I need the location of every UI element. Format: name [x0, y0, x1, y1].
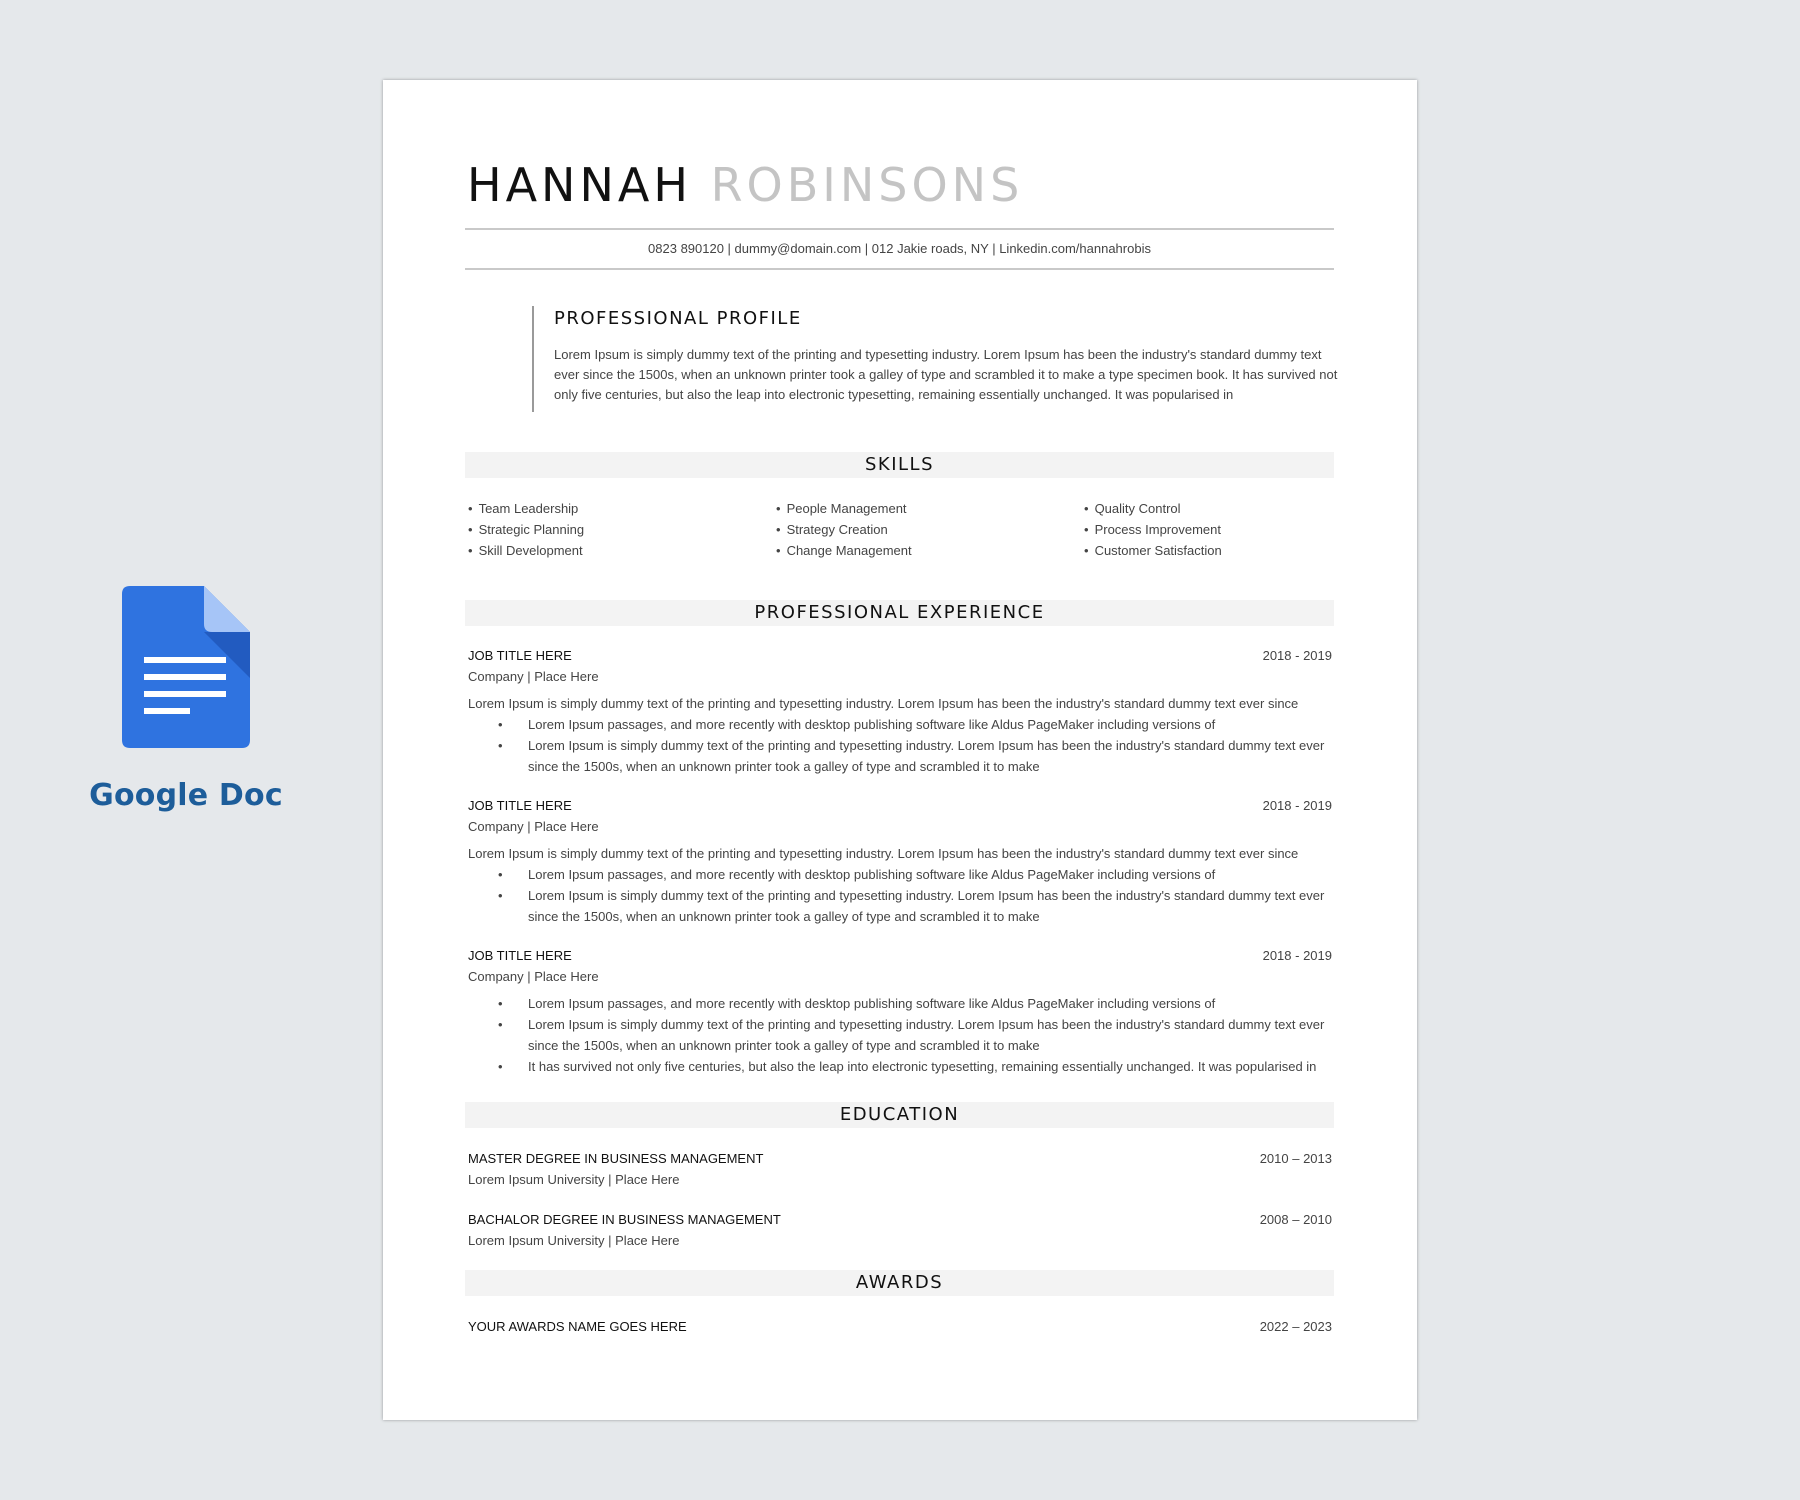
degree-title: BACHALOR DEGREE IN BUSINESS MANAGEMENT: [468, 1212, 781, 1227]
job-title: JOB TITLE HERE: [468, 798, 572, 813]
job-bullet: • Lorem Ipsum is simply dummy text of the printing and typesetting industry. Lorem Ipsum has been the industry's standard dummy text ever since the 1500s, when an unknown printer took a galley of type and scrambled it to make: [528, 735, 1328, 777]
skill-item: • Strategic Planning: [468, 519, 768, 540]
resume-page: [383, 80, 1417, 1420]
job-bullets: [528, 993, 1328, 1077]
profile-text: Lorem Ipsum is simply dummy text of the printing and typesetting industry. Lorem Ipsum has been the industry's standard dummy text ever since the 1500s, when an unknown printer took a galley of type and scrambled it to make a type specimen book. It has survived not only five centuries, but also the leap into electronic typesetting, remaining essentially unchanged. It was popularised in: [554, 347, 1338, 402]
degree-school: Lorem Ipsum University | Place Here: [468, 1233, 680, 1248]
skill-item: • Process Improvement: [1084, 519, 1384, 540]
google-docs-icon: [122, 586, 250, 748]
professional-profile: [532, 306, 1344, 412]
job-date: 2018 - 2019: [1262, 798, 1332, 813]
first-name: HANNAH: [467, 158, 692, 212]
experience-heading: PROFESSIONAL EXPERIENCE: [465, 600, 1334, 626]
last-name: ROBINSONS: [710, 158, 1024, 212]
skills-column-1: [468, 498, 768, 561]
degree-date: 2008 – 2010: [1259, 1212, 1332, 1227]
skills-column-2: [776, 498, 1076, 561]
degree-date: 2010 – 2013: [1259, 1151, 1332, 1166]
job-description: Lorem Ipsum is simply dummy text of the printing and typesetting industry. Lorem Ipsum has been the industry's standard dummy text ever since: [468, 696, 1299, 711]
award-date: 2022 – 2023: [1259, 1319, 1332, 1334]
skills-column-3: [1084, 498, 1384, 561]
job-description: Lorem Ipsum is simply dummy text of the printing and typesetting industry. Lorem Ipsum has been the industry's standard dummy text ever since: [468, 846, 1299, 861]
skills-heading: SKILLS: [465, 452, 1334, 478]
job-company: Company | Place Here: [468, 669, 599, 684]
degree-title: MASTER DEGREE IN BUSINESS MANAGEMENT: [468, 1151, 764, 1166]
skill-item: • Skill Development: [468, 540, 768, 561]
skill-item: • People Management: [776, 498, 1076, 519]
job-company: Company | Place Here: [468, 819, 599, 834]
contact-line: 0823 890120 | dummy@domain.com | 012 Jakie roads, NY | Linkedin.com/hannahrobis: [465, 228, 1334, 270]
job-bullets: [528, 864, 1328, 927]
job-title: JOB TITLE HERE: [468, 648, 572, 663]
skill-item: • Change Management: [776, 540, 1076, 561]
job-bullet: • Lorem Ipsum passages, and more recently with desktop publishing software like Aldus PageMaker including versions of: [528, 864, 1328, 885]
job-bullets: [528, 714, 1328, 777]
job-date: 2018 - 2019: [1262, 948, 1332, 963]
skill-item: • Strategy Creation: [776, 519, 1076, 540]
google-doc-label: Google Doc: [89, 778, 283, 813]
job-bullet: • Lorem Ipsum is simply dummy text of the printing and typesetting industry. Lorem Ipsum has been the industry's standard dummy text ever since the 1500s, when an unknown printer took a galley of type and scrambled it to make: [528, 885, 1328, 927]
degree-school: Lorem Ipsum University | Place Here: [468, 1172, 680, 1187]
job-bullet: • It has survived not only five centuries, but also the leap into electronic typesetting, remaining essentially unchanged. It was popularised in: [528, 1056, 1328, 1077]
job-bullet: • Lorem Ipsum passages, and more recently with desktop publishing software like Aldus PageMaker including versions of: [528, 714, 1328, 735]
job-title: JOB TITLE HERE: [468, 948, 572, 963]
job-bullet: • Lorem Ipsum is simply dummy text of the printing and typesetting industry. Lorem Ipsum has been the industry's standard dummy text ever since the 1500s, when an unknown printer took a galley of type and scrambled it to make: [528, 1014, 1328, 1056]
job-company: Company | Place Here: [468, 969, 599, 984]
job-date: 2018 - 2019: [1262, 648, 1332, 663]
candidate-name: [467, 158, 1023, 213]
profile-title: PROFESSIONAL PROFILE: [554, 308, 802, 329]
skill-item: • Customer Satisfaction: [1084, 540, 1384, 561]
skill-item: • Quality Control: [1084, 498, 1384, 519]
education-heading: EDUCATION: [465, 1102, 1334, 1128]
job-bullet: • Lorem Ipsum passages, and more recently with desktop publishing software like Aldus PageMaker including versions of: [528, 993, 1328, 1014]
skill-item: • Team Leadership: [468, 498, 768, 519]
awards-heading: AWARDS: [465, 1270, 1334, 1296]
award-name: YOUR AWARDS NAME GOES HERE: [468, 1319, 687, 1334]
